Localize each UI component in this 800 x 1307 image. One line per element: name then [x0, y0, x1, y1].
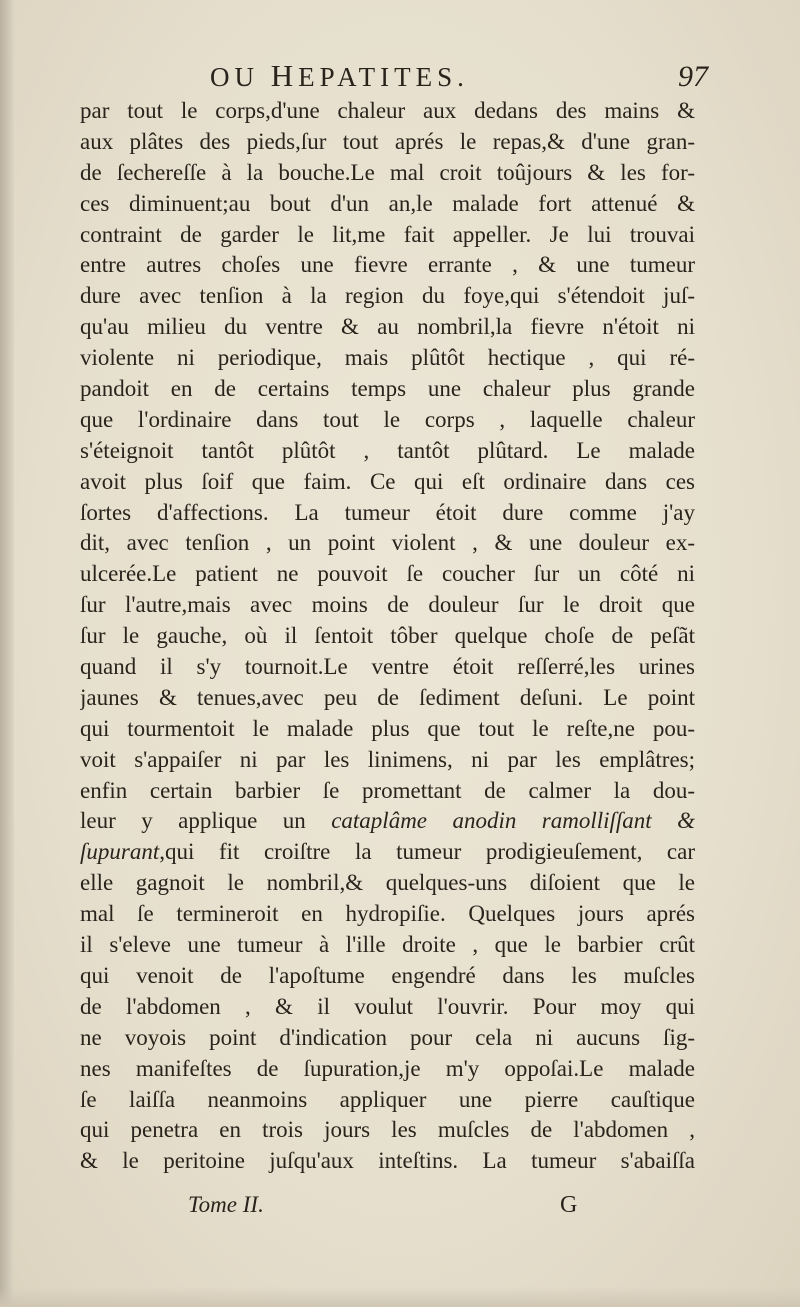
italic-run: cataplâme anodin ramolliſſant &: [331, 808, 695, 834]
text-line: quand il s'y tournoit.Le ventre étoit reſſerré,les urines: [80, 654, 695, 680]
text-line: ſur l'autre,mais avec moins de douleur ſur le droit que: [80, 592, 695, 618]
text-line: ſur le gauche, où il ſentoit tôber quelque choſe de peſãt: [80, 623, 695, 649]
text-line: aux plâtes des pieds,ſur tout aprés le repas,& d'une gran-: [80, 128, 695, 154]
text-line: mal ſe termineroit en hydropiſie. Quelques jours aprés: [80, 901, 695, 927]
text-line: elle gagnoit le nombril,& quelques-uns diſoient que le: [80, 870, 695, 896]
italic-run: ſupurant: [80, 839, 160, 865]
text-line: ulcerée.Le patient ne pouvoit ſe coucher ſur un côté ni: [80, 561, 695, 587]
page-footer: [80, 1192, 695, 1226]
text-line: ſe laiſſa neanmoins appliquer une pierre cauſtique: [80, 1086, 695, 1112]
text-line: s'éteignoit tantôt plûtôt , tantôt plûtard. Le malade: [80, 437, 695, 463]
text-line: de l'abdomen , & il voulut l'ouvrir. Pour moy qui: [80, 993, 695, 1019]
volume-label: Tome II.: [188, 1192, 264, 1217]
text-line: ſortes d'affections. La tumeur étoit dure comme j'ay: [80, 499, 695, 525]
text-line: qui tourmentoit le malade plus que tout le reſte,ne pou-: [80, 715, 695, 741]
text-line: ces diminuent;au bout d'un an,le malade fort attenué &: [80, 190, 695, 216]
text-line: nes manifeſtes de ſupuration,je m'y oppoſai.Le malade: [80, 1055, 695, 1081]
text-line: & le peritoine juſqu'aux inteſtins. La tumeur s'abaiſſa: [80, 1148, 695, 1174]
text-line: qui venoit de l'apoſtume engendré dans les muſcles: [80, 962, 695, 988]
running-title-prefix: OU: [210, 62, 259, 92]
signature-mark: G: [560, 1192, 578, 1218]
text-run: leur y applique un: [80, 808, 306, 834]
text-line: pandoit en de certains temps une chaleur plus grande: [80, 376, 695, 402]
running-title: [210, 58, 469, 94]
text-line: jaunes & tenues,avec peu de ſediment deſuni. Le point: [80, 684, 695, 710]
text-line: qu'au milieu du ventre & au nombril,la fievre n'étoit ni: [80, 314, 695, 340]
text-line: voit s'appaiſer ni par les linimens, ni par les emplâtres;: [80, 746, 695, 772]
text-run: ,qui fit croiſtre la tumeur prodigieuſement, car: [159, 839, 695, 865]
text-line: dit, avec tenſion , un point violent , & une douleur ex-: [80, 530, 695, 556]
text-line: ne voyois point d'indication pour cela ni aucuns ſig-: [80, 1024, 695, 1050]
text-line: il s'eleve une tumeur à l'ille droite , que le barbier crût: [80, 932, 695, 958]
page-header: [80, 58, 720, 96]
text-line: de ſechereſſe à la bouche.Le mal croit toûjours & les for-: [80, 159, 695, 185]
text-line: enfin certain barbier ſe promettant de calmer la dou-: [80, 777, 695, 803]
text-line: dure avec tenſion à la region du foye,qui s'étendoit juſ-: [80, 283, 695, 309]
page-edge-left: [0, 0, 14, 1307]
running-title-rest: EPATITES.: [298, 62, 469, 92]
text-line: qui penetra en trois jours les muſcles de l'abdomen ,: [80, 1117, 695, 1143]
running-title-cap: H: [270, 58, 299, 93]
page-edge-bottom: [0, 1287, 800, 1307]
text-line-mixed: [80, 806, 695, 837]
text-line: avoit plus ſoif que faim. Ce qui eſt ordinaire dans ces: [80, 468, 695, 494]
text-line: entre autres choſes une fievre errante , & une tumeur: [80, 252, 695, 278]
page-number: 97: [678, 60, 708, 93]
body-text: [80, 96, 695, 1177]
text-line: violente ni periodique, mais plûtôt hectique , qui ré-: [80, 345, 695, 371]
text-line: par tout le corps,d'une chaleur aux dedans des mains &: [80, 98, 695, 123]
text-line-mixed: [80, 837, 695, 868]
text-line: que l'ordinaire dans tout le corps , laquelle chaleur: [80, 406, 695, 432]
text-line: contraint de garder le lit,me fait appeller. Je lui trouvai: [80, 221, 695, 247]
